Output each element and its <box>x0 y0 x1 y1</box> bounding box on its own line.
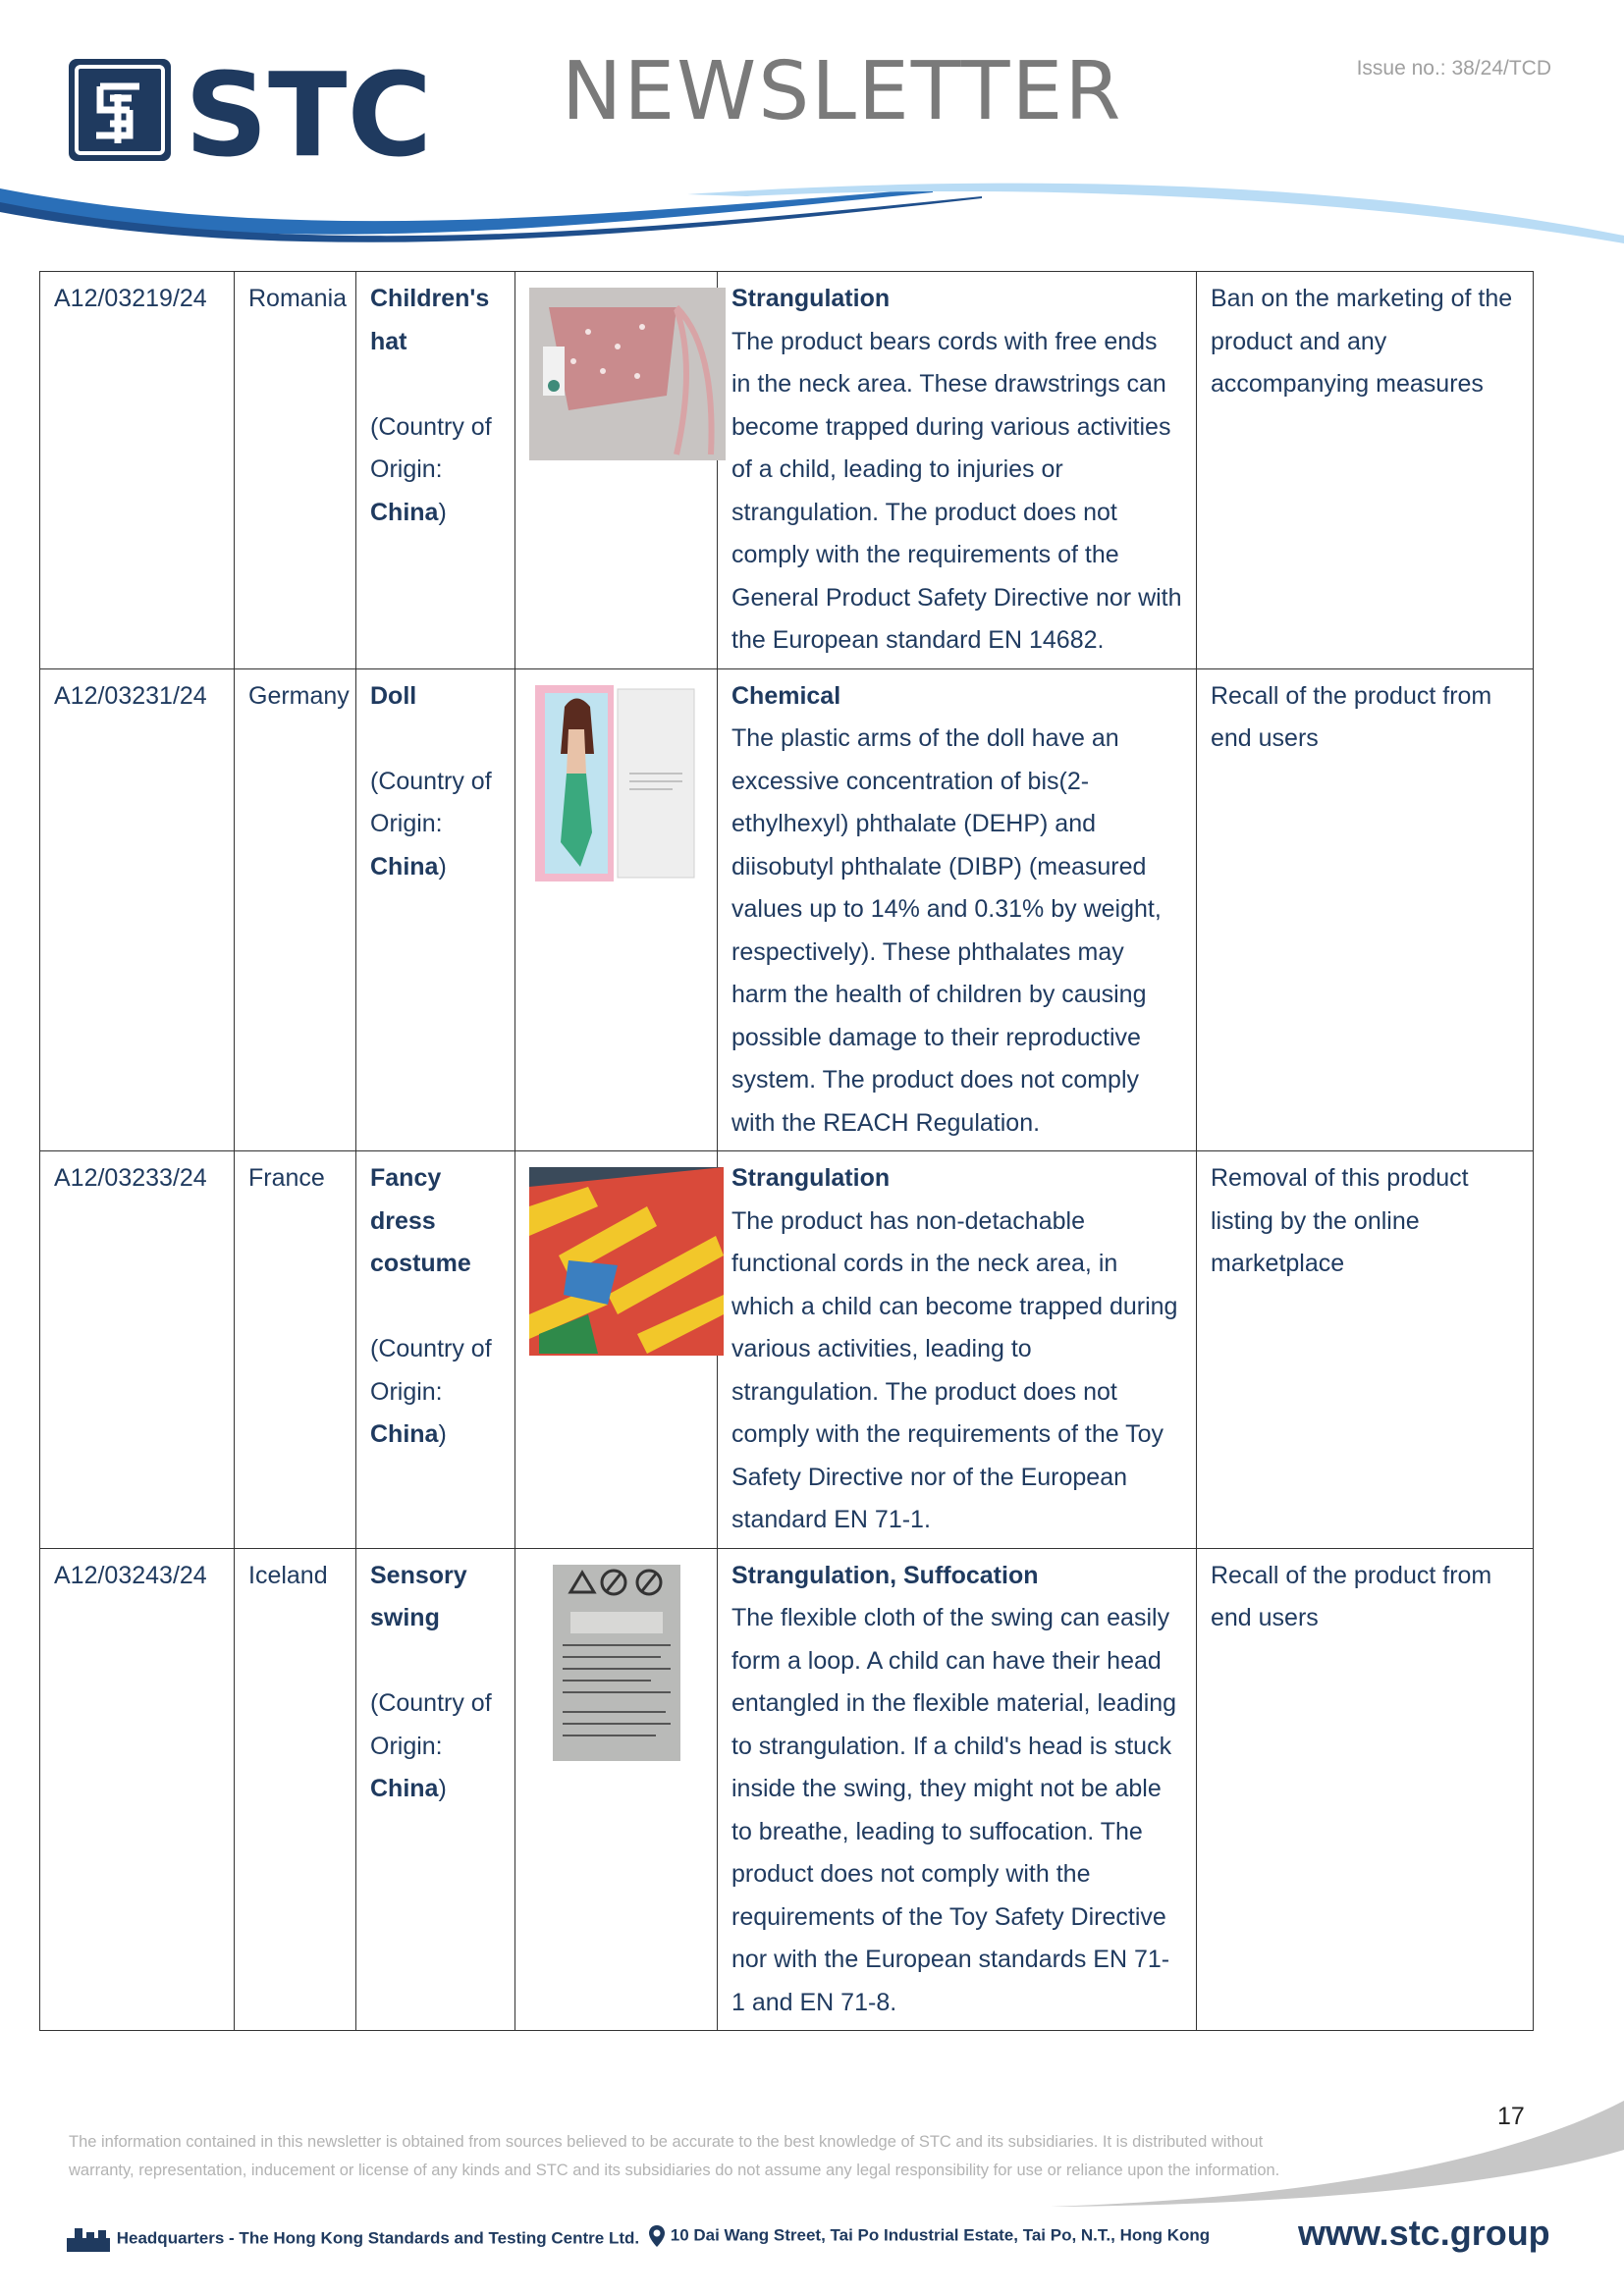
measure-cell: Recall of the product from end users <box>1197 1548 1534 2031</box>
building-icon <box>65 2224 112 2254</box>
ref-cell: A12/03231/24 <box>40 668 235 1151</box>
measure-cell: Ban on the marketing of the product and any accompanying measures <box>1197 272 1534 669</box>
risk-description: The product has non-detachable functional cords in the neck area, in which a child can become trapped during various activities, leading to strangulation. The product does not comply with the requirements of the Toy Safety Directive nor of the European standard EN 71-1. <box>731 1206 1178 1533</box>
origin-suffix: ) <box>438 498 447 526</box>
product-cell <box>356 668 515 1151</box>
issue-number: Issue no.: 38/24/TCD <box>1356 57 1551 80</box>
origin-prefix: (Country of Origin: <box>370 1689 492 1760</box>
origin-prefix: (Country of Origin: <box>370 767 492 837</box>
risk-cell <box>718 1548 1197 2031</box>
product-cell <box>356 272 515 669</box>
location-pin-icon <box>648 2224 666 2248</box>
risk-title: Strangulation, Suffocation <box>731 1561 1039 1589</box>
risk-cell <box>718 668 1197 1151</box>
origin-country: China <box>370 498 439 526</box>
risk-title: Chemical <box>731 681 841 710</box>
product-name: Sensory swing <box>370 1561 467 1631</box>
ref-cell: A12/03219/24 <box>40 272 235 669</box>
disclaimer: The information contained in this newsletter is obtained from sources believed to be accurate to the best knowledge of STC and its subsidiaries. It is distributed without warranty, representation, inducement or license of any kinds and STC and its subsidiaries do not assume any legal responsibility for use or reliance upon the information. <box>69 2133 1280 2179</box>
newsletter-title: NEWSLETTER <box>562 45 1123 138</box>
page-number: 17 <box>1497 2103 1525 2130</box>
origin-prefix: (Country of Origin: <box>370 412 492 483</box>
origin-suffix: ) <box>438 1420 447 1448</box>
product-name: Children's hat <box>370 285 490 355</box>
table-row <box>40 272 1534 669</box>
country-cell: Iceland <box>235 1548 356 2031</box>
photo-cell <box>515 272 718 669</box>
product-name: Doll <box>370 681 417 710</box>
ref-cell: A12/03243/24 <box>40 1548 235 2031</box>
measure-cell: Removal of this product listing by the online marketplace <box>1197 1151 1534 1549</box>
origin-country: China <box>370 1775 439 1802</box>
address-text: 10 Dai Wang Street, Tai Po Industrial Estate, Tai Po, N.T., Hong Kong <box>670 2225 1211 2245</box>
risk-cell <box>718 272 1197 669</box>
photo-cell <box>515 1548 718 2031</box>
risk-description: The product bears cords with free ends in the neck area. These drawstrings can become trapped during various activities of a child, leading to injuries or strangulation. The product does not comply with the requirements of the General Product Safety Directive nor with the European standard EN 14682. <box>731 327 1182 654</box>
website-link[interactable]: www.stc.group <box>1298 2213 1550 2253</box>
headquarters-line <box>65 2224 639 2254</box>
headquarters-text: Headquarters - The Hong Kong Standards and Testing Centre Ltd. <box>116 2228 640 2248</box>
country-cell: Romania <box>235 272 356 669</box>
product-cell <box>356 1151 515 1549</box>
address-line <box>648 2224 1210 2248</box>
risk-title: Strangulation <box>731 1164 891 1192</box>
doll-photo <box>535 685 698 881</box>
origin-suffix: ) <box>438 1775 447 1802</box>
product-name: Fancy dress costume <box>370 1164 471 1277</box>
table-row <box>40 1151 1534 1549</box>
table-row <box>40 668 1534 1151</box>
table-row <box>40 1548 1534 2031</box>
origin-suffix: ) <box>438 852 447 881</box>
svg-text:STC: STC <box>185 57 433 163</box>
risk-title: Strangulation <box>731 285 891 312</box>
risk-description: The flexible cloth of the swing can easily form a loop. A child can have their head entangled in the flexible material, leading to strangulation. If a child's head is stuck inside the swing, they might not be able to breathe, leading to suffocation. The product does not comply with the requirements of the Toy Safety Directive nor with the European standards EN 71-1 and EN 71-8. <box>731 1604 1177 2016</box>
origin-country: China <box>370 1420 439 1448</box>
origin-country: China <box>370 852 439 881</box>
risk-cell <box>718 1151 1197 1549</box>
photo-cell <box>515 1151 718 1549</box>
sensory-swing-label-photo <box>553 1565 680 1761</box>
risk-description: The plastic arms of the doll have an excessive concentration of bis(2-ethylhexyl) phthalate (DEHP) and diisobutyl phthalate (DIBP) (measured values up to 14% and 0.31% by weight, respectively). These phthalates may harm the health of children by causing possible damage to their reproductive system. The product does not comply with the REACH Regulation. <box>731 724 1162 1137</box>
photo-cell <box>515 668 718 1151</box>
product-cell <box>356 1548 515 2031</box>
origin-prefix: (Country of Origin: <box>370 1335 492 1406</box>
ref-cell: A12/03233/24 <box>40 1151 235 1549</box>
country-cell: France <box>235 1151 356 1549</box>
stc-logo <box>67 57 460 163</box>
country-cell: Germany <box>235 668 356 1151</box>
fancy-dress-costume-photo <box>529 1167 724 1356</box>
measure-cell: Recall of the product from end users <box>1197 668 1534 1151</box>
recall-table <box>39 271 1534 2031</box>
childrens-hat-photo <box>529 288 726 460</box>
header-swoosh <box>0 177 1624 265</box>
